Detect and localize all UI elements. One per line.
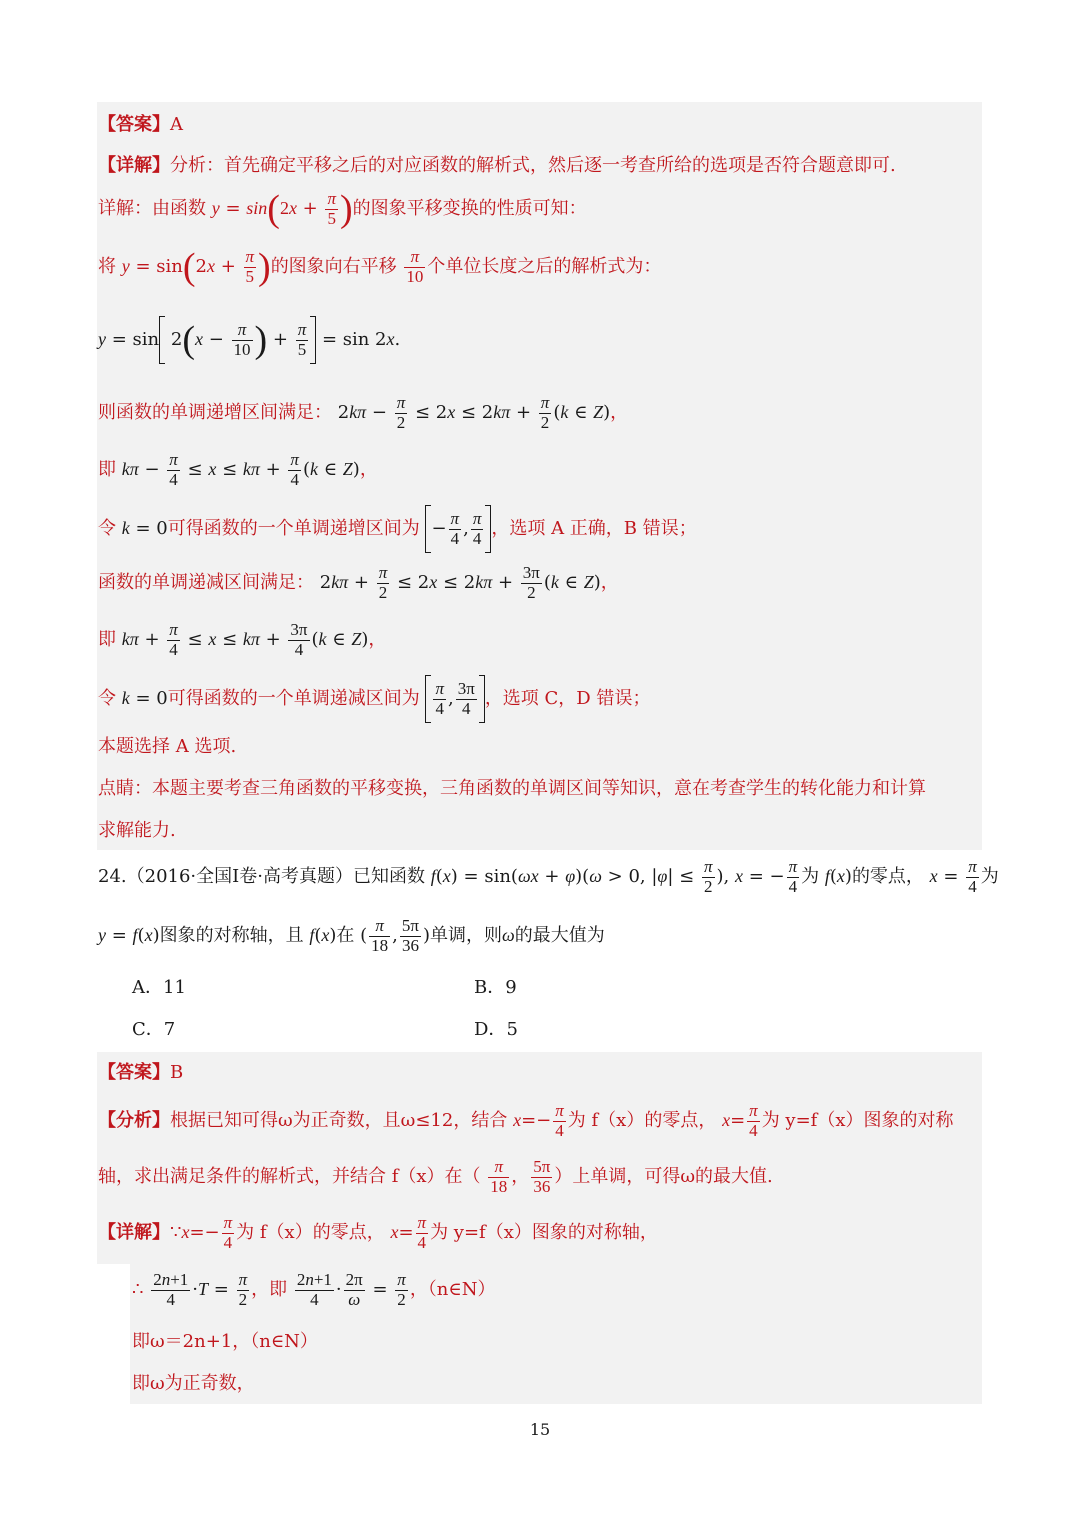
option-b: B．9: [474, 977, 517, 998]
q24-stem-line2: y = f(x)图象的对称轴，且 f(x)在 ( $\frac{\pi}{18}$ , $\frac{5\pi}{36}$ )单调，则ω的最大值为: [98, 916, 605, 955]
q24-detail-line3: 即ω＝2n+1，（n∈N）: [132, 1331, 318, 1352]
option-d: D．5: [474, 1019, 518, 1040]
q23-line9: 函数的单调递减区间满足： 2kπ + $\frac{\pi}{2}$ ≤ 2x ≤ 2kπ + $\frac{3\pi}{2}$ (k ∈ Z)，: [98, 563, 619, 602]
q23-line5: y = sin 2(x − $\frac{\pi}{10}$ ) + $\frac{\pi}{5}$ = sin 2x.: [98, 316, 400, 364]
q23-line7: 即 kπ − $\frac{\pi}{4}$ ≤ x ≤ kπ + $\frac{\pi}{4}$ (k ∈ Z)，: [98, 450, 378, 489]
page-number: 15: [529, 1420, 551, 1439]
option-a: A．11: [132, 977, 186, 998]
q24-answer-line: 【答案】B: [98, 1062, 184, 1083]
q23-analysis-line: 【详解】分析：首先确定平移之后的对应函数的解析式，然后逐一考查所给的选项是否符合题意即可.: [98, 155, 896, 176]
q24-detail-line2: ∴ $\frac{2n+1}{4}$ ·T = $\frac{\pi}{2}$ ，即 $\frac{2n+1}{4}$ · $\frac{2\pi}{\omega}$ = $\frac{\pi}{2}$ ，（n∈N）: [132, 1270, 496, 1309]
q24-analysis-line2: 轴，求出满足条件的解析式，并结合 f（x）在（ $\frac{\pi}{18}$ ， $\frac{5\pi}{36}$ ）上单调，可得ω的最大值.: [98, 1157, 773, 1196]
q23-line6: 则函数的单调递增区间满足： 2kπ − $\frac{\pi}{2}$ ≤ 2x ≤ 2kπ + $\frac{\pi}{2}$ (k ∈ Z)，: [98, 393, 629, 432]
option-c: C．7: [132, 1019, 176, 1040]
q23-line12: 本题选择 A 选项.: [98, 736, 237, 757]
q23-line13: 点睛：本题主要考查三角函数的平移变换，三角函数的单调区间等知识，意在考查学生的转化能力和计算: [98, 778, 926, 799]
q23-line8: 令 k = 0可得函数的一个单调递增区间为 − $\frac{\pi}{4}$ , $\frac{\pi}{4}$ ，选项 A 正确，B 错误；: [98, 505, 697, 553]
q23-answer-line: 【答案】A: [98, 114, 183, 135]
q24-analysis-line1: 【分析】根据已知可得ω为正奇数，且ω≤12，结合 x=− $\frac{\pi}{4}$ 为 f（x）的零点， x= $\frac{\pi}{4}$ 为 y=f（x）图象的对称: [98, 1101, 954, 1140]
q23-line14: 求解能力.: [98, 820, 176, 841]
q23-line11: 令 k = 0可得函数的一个单调递减区间为 $\frac{\pi}{4}$ , $\frac{3\pi}{4}$ ，选项 C，D 错误；: [98, 675, 650, 723]
q24-detail-line1: 【详解】∵x=− $\frac{\pi}{4}$ 为 f（x）的零点， x= $\frac{\pi}{4}$ 为 y=f（x）图象的对称轴，: [98, 1213, 658, 1252]
q23-line4: 将 y = sin(2x + $\frac{\pi}{5}$ )的图象向右平移 $\frac{\pi}{10}$ 个单位长度之后的解析式为：: [98, 246, 662, 289]
q23-line3: 详解：由函数 y = sin(2x + $\frac{\pi}{5}$ )的图象平移变换的性质可知：: [98, 188, 587, 231]
q24-stem-line1: 24.（2016·全国Ⅰ卷·高考真题）已知函数 f(x) = sin(ωx + φ)(ω > 0, |φ| ≤ $\frac{\pi}{2}$ ), x = − $\frac{\pi}{4}$ 为 f(x)的零点， x = $\frac{\pi}{4}$ 为: [98, 857, 999, 896]
q24-detail-line4: 即ω为正奇数，: [132, 1373, 255, 1394]
q23-line10: 即 kπ + $\frac{\pi}{4}$ ≤ x ≤ kπ + $\frac{3\pi}{4}$ (k ∈ Z)，: [98, 620, 387, 659]
